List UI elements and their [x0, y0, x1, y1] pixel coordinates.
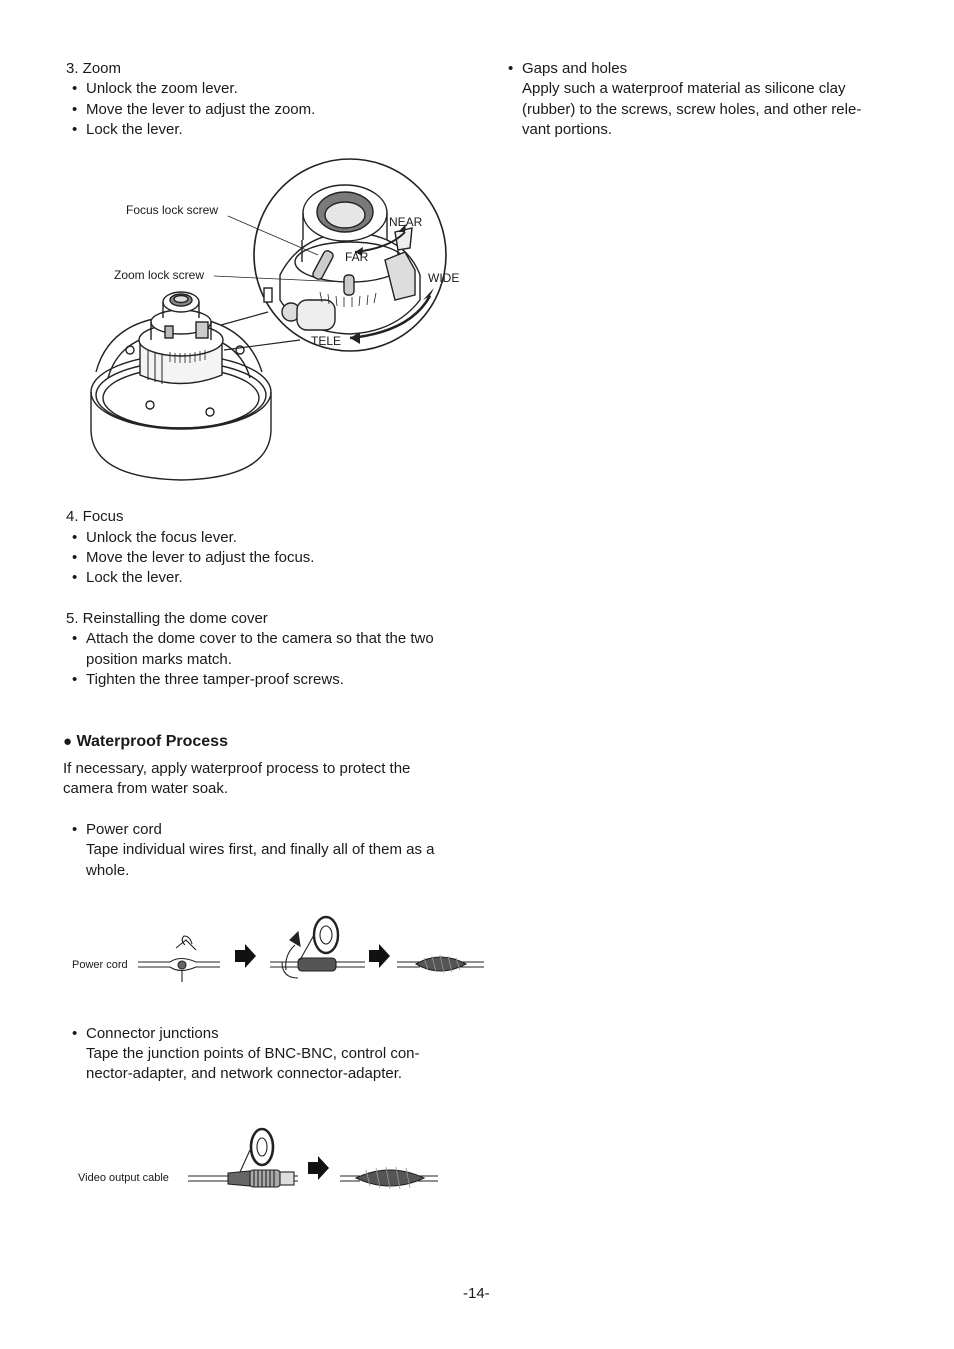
bullet-dot: • [72, 630, 78, 647]
connector-desc-2: nector-adapter, and network connector-adapter. [86, 1065, 403, 1082]
focus-step-3: • Lock the lever. [86, 568, 183, 589]
tele-label: TELE [311, 334, 342, 348]
waterproof-intro-line-2: camera from water soak. [63, 780, 229, 797]
bullet-dot: • [72, 80, 78, 97]
zoom-step-3: • Lock the lever. [86, 120, 183, 141]
zoom-lock-screw-label: Zoom lock screw [114, 268, 205, 282]
bullet-dot: • [72, 821, 78, 838]
gaps-title: • Gaps and holes [522, 59, 627, 80]
bullet-dot: • [72, 549, 78, 566]
wide-label: WIDE [428, 271, 460, 285]
focus-step-1: • Unlock the focus lever. [86, 528, 237, 549]
power-cord-title: • Power cord [86, 820, 162, 841]
reinstall-step-1: • Attach the dome cover to the camera so that the two [86, 629, 434, 650]
gaps-desc-3: vant portions. [522, 121, 613, 138]
waterproof-intro-line-1: If necessary, apply waterproof process to protect the [63, 760, 411, 777]
video-output-cable-label: Video output cable [78, 1172, 169, 1184]
reinstall-step-2: • Tighten the three tamper-proof screws. [86, 670, 344, 691]
gaps-desc-2: (rubber) to the screws, screw holes, and other rele- [522, 101, 862, 118]
bullet-dot: • [72, 121, 78, 138]
zoom-step-1: • Unlock the zoom lever. [86, 79, 238, 100]
focus-lock-screw-label: Focus lock screw [126, 203, 219, 217]
connector-title: • Connector junctions [86, 1024, 219, 1045]
bullet-dot: • [72, 569, 78, 586]
heading-bullet-icon: ● [63, 733, 73, 750]
focus-title: 4. Focus [66, 508, 124, 525]
bullet-dot: • [72, 1025, 78, 1042]
focus-step-2: • Move the lever to adjust the focus. [86, 548, 314, 569]
gaps-desc-1: Apply such a waterproof material as silicone clay [522, 80, 846, 97]
bullet-dot: • [72, 671, 78, 688]
zoom-step-2: • Move the lever to adjust the zoom. [86, 100, 315, 121]
reinstall-step-1-cont: position marks match. [86, 651, 232, 668]
bullet-dot: • [72, 529, 78, 546]
waterproof-heading: ● Waterproof Process [63, 733, 228, 750]
page-number: -14- [463, 1285, 490, 1302]
connector-desc-1: Tape the junction points of BNC-BNC, control con- [86, 1045, 420, 1062]
zoom-title: 3. Zoom [66, 60, 122, 77]
near-label: NEAR [389, 215, 423, 229]
power-cord-desc-2: whole. [86, 862, 130, 879]
reinstall-title: 5. Reinstalling the dome cover [66, 610, 268, 627]
power-cord-label: Power cord [72, 959, 128, 971]
far-label: FAR [345, 250, 369, 264]
bullet-dot: • [72, 101, 78, 118]
bullet-dot: • [508, 60, 514, 77]
power-cord-desc-1: Tape individual wires first, and finally all of them as a [86, 841, 435, 858]
